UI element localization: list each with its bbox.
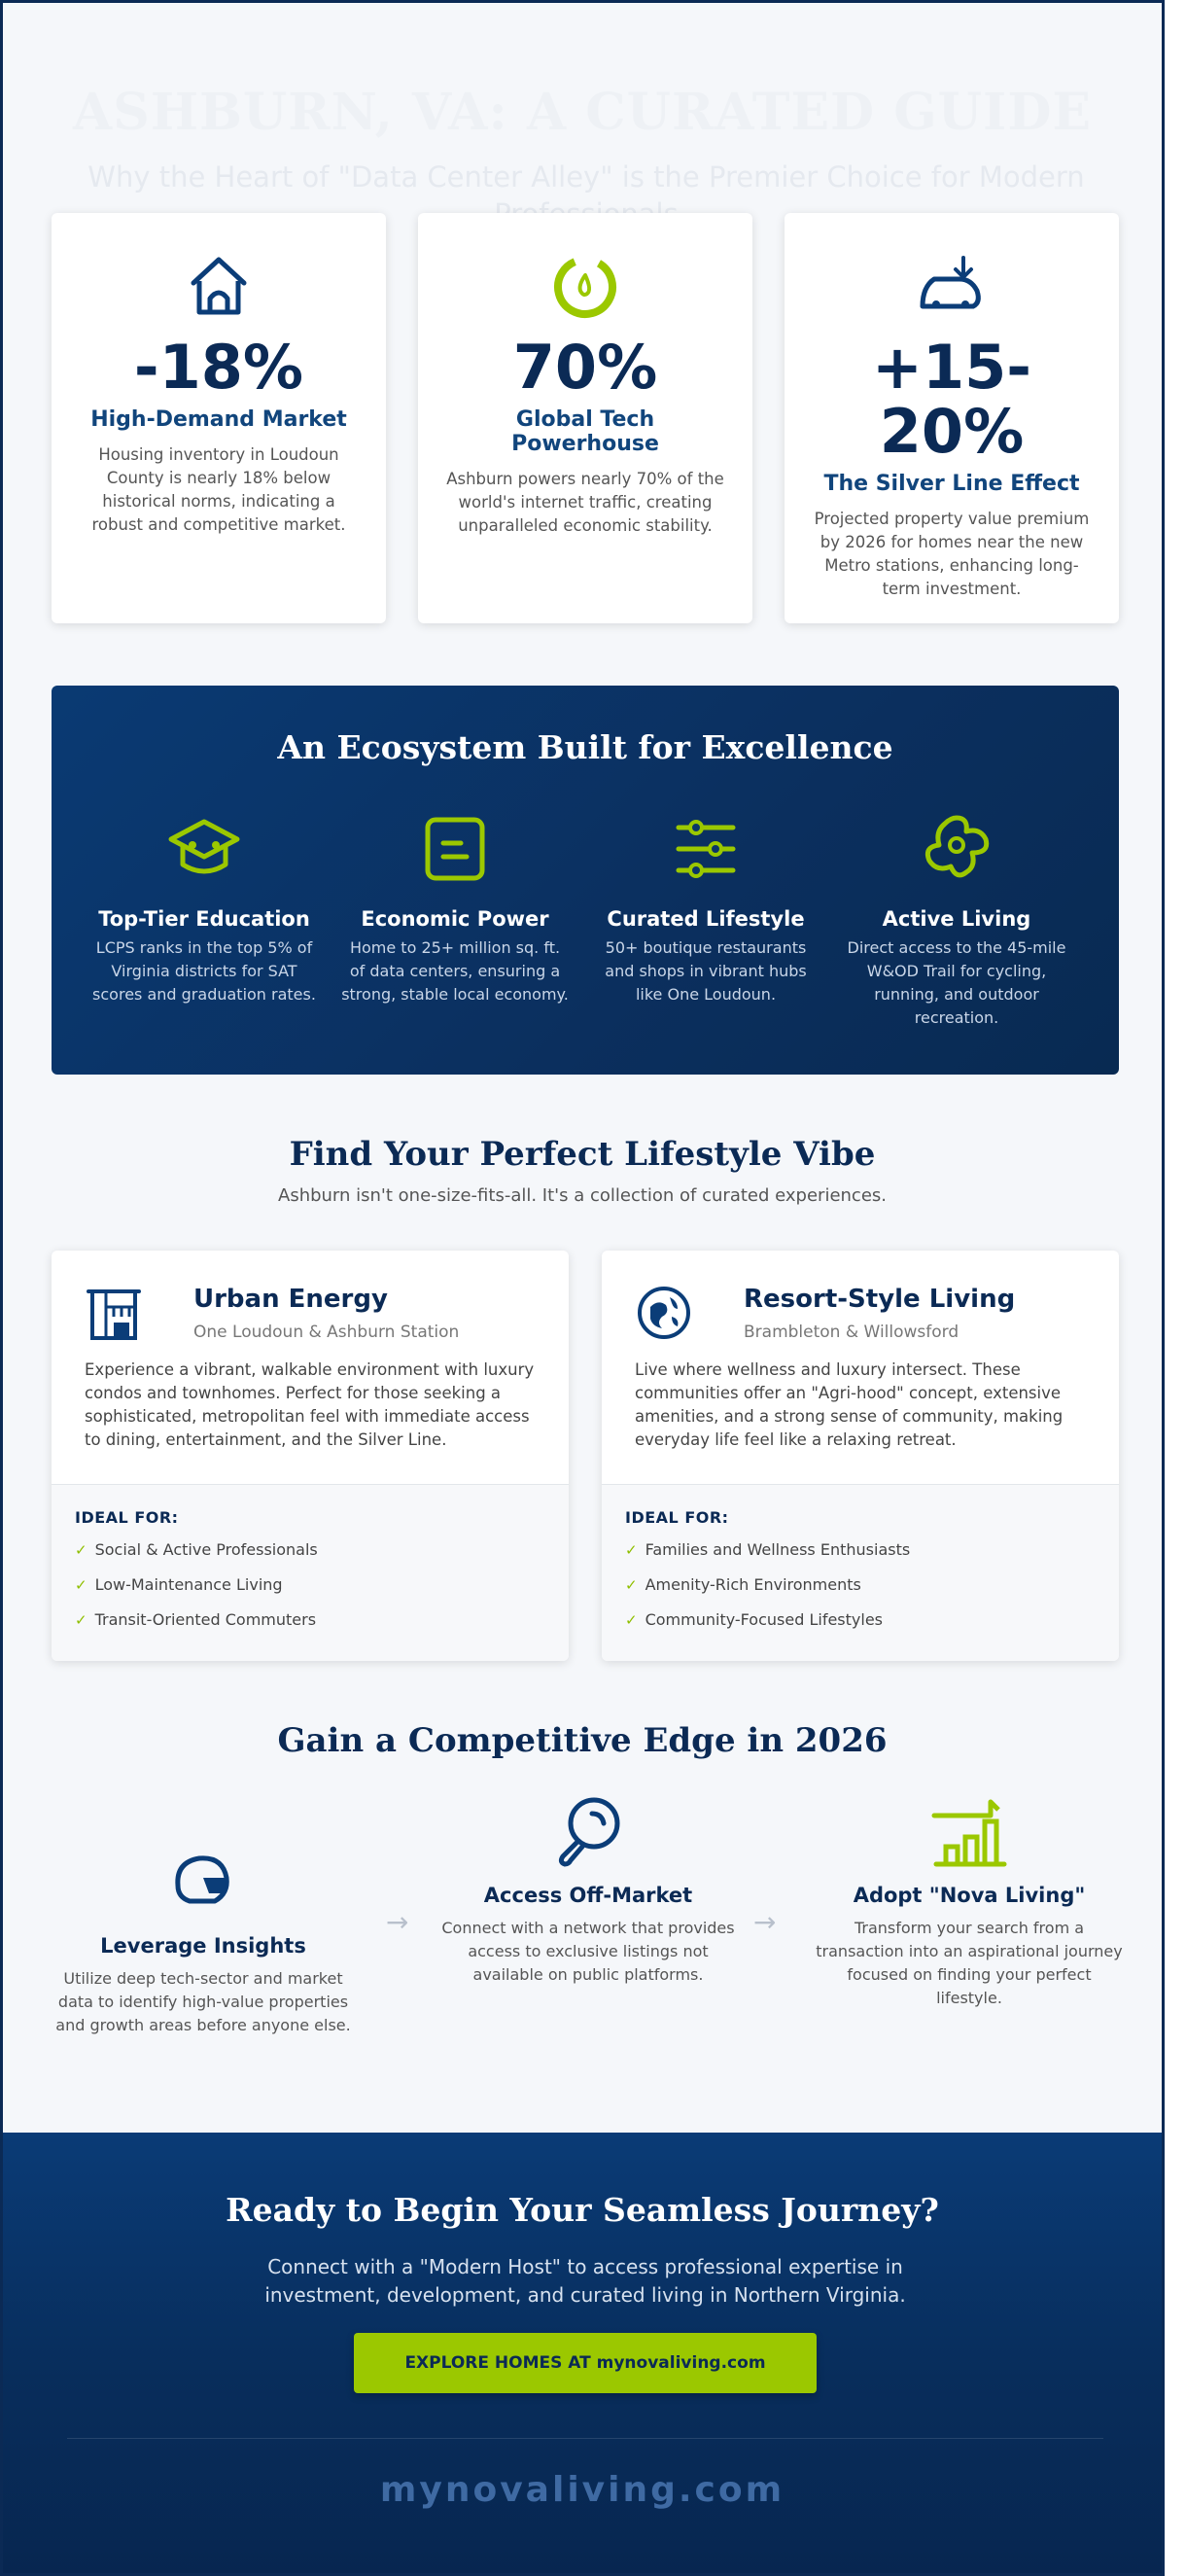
ideal-for-text: Amenity-Rich Environments (645, 1575, 861, 1594)
competitive-step-off-market (433, 1792, 744, 1987)
ideal-for-panel (602, 1484, 1119, 1661)
stat-text: Projected property value premium by 2026 for homes near the new Metro stations, enhancing long-term investment. (814, 510, 1090, 598)
ecosystem-title: An Ecosystem Built for Excellence (277, 728, 893, 766)
lifestyle-card-name: Urban Energy (193, 1285, 388, 1314)
trail-icon (918, 810, 995, 888)
stat-text: Ashburn powers nearly 70% of the world's internet traffic, creating unparalleled economic stability. (446, 470, 724, 535)
ecosystem-item-text: LCPS ranks in the top 5% of Virginia districts for SAT scores and graduation rates. (92, 938, 316, 1004)
lifestyle-card-place: One Loudoun & Ashburn Station (193, 1323, 460, 1342)
check-icon: ✓ (75, 1576, 87, 1594)
document-icon (416, 810, 494, 888)
ideal-for-title: IDEAL FOR: (75, 1508, 179, 1527)
arrow-right-icon: → (386, 1906, 409, 1938)
ideal-for-text: Community-Focused Lifestyles (645, 1610, 883, 1629)
ecosystem-section (52, 686, 1119, 1075)
lifestyle-card-description: Live where wellness and luxury intersect. These communities offer an "Agri-hood" concept, extensive amenities, and a strong sense of community, making everyday life feel like a relaxing retreat. (635, 1360, 1064, 1449)
ideal-for-item (75, 1568, 545, 1603)
ecosystem-item-name: Economic Power (361, 907, 549, 931)
stat-value: +15-20% (872, 332, 1031, 467)
competitive-step-text: Connect with a network that provides access to exclusive listings not available on public platforms. (441, 1919, 735, 1984)
ecosystem-item-economic (341, 810, 569, 1006)
explore-homes-button[interactable]: EXPLORE HOMES AT mynovaliving.com (354, 2333, 817, 2393)
competitive-step-name: Leverage Insights (100, 1934, 306, 1958)
globe-resort-icon (635, 1284, 693, 1342)
stat-label: Global Tech Powerhouse (511, 407, 659, 456)
ecosystem-item-name: Active Living (882, 907, 1031, 931)
stat-card-market (52, 213, 386, 623)
competitive-step-insights (48, 1843, 359, 2037)
lifestyle-card-name: Resort-Style Living (744, 1285, 1016, 1314)
lifestyle-card-description: Experience a vibrant, walkable environment with luxury condos and townhomes. Perfect for those seeking a sophisticated, metropolitan feel with immediate access to dining, entertainment, and the Silver Line. (85, 1360, 535, 1449)
power-ring-icon (546, 248, 624, 326)
ideal-for-item (625, 1603, 1096, 1638)
stat-label: The Silver Line Effect (823, 472, 1080, 496)
footer-domain-link[interactable]: mynovaliving.com (379, 2470, 785, 2510)
key-search-icon (549, 1792, 627, 1870)
stat-value: -18% (133, 332, 304, 403)
stat-card-tech (418, 213, 752, 623)
insight-head-icon (164, 1843, 242, 1921)
ecosystem-item-active (843, 810, 1070, 1030)
lifestyle-card-header (635, 1282, 1092, 1350)
competitive-step-name: Adopt "Nova Living" (853, 1884, 1086, 1907)
competitive-step-text: Utilize deep tech-sector and market data to identify high-value properties and growth areas before anyone else. (55, 1969, 351, 2034)
cta-title: Ready to Begin Your Seamless Journey? (226, 2191, 939, 2229)
graduation-cap-icon (165, 810, 243, 888)
ideal-for-item (625, 1568, 1096, 1603)
competitive-title: Gain a Competitive Edge in 2026 (277, 1721, 888, 1760)
stats-row (52, 213, 1119, 623)
page (3, 3, 1162, 2573)
ideal-for-panel (52, 1484, 569, 1661)
ideal-for-text: Families and Wellness Enthusiasts (645, 1540, 911, 1559)
check-icon: ✓ (625, 1576, 638, 1594)
ecosystem-item-text: 50+ boutique restaurants and shops in vibrant hubs like One Loudoun. (605, 938, 807, 1004)
ecosystem-item-text: Direct access to the 45-mile W&OD Trail for cycling, running, and outdoor recreation. (847, 938, 1066, 1027)
competitive-step-nova-living (814, 1792, 1125, 2010)
competitive-step-text: Transform your search from a transaction into an aspirational journey focused on finding your perfect lifestyle. (816, 1919, 1123, 2007)
ecosystem-item-education (90, 810, 318, 1006)
ideal-for-text: Social & Active Professionals (94, 1540, 318, 1559)
cta-section (3, 2133, 1162, 2576)
metro-train-icon (913, 248, 991, 326)
city-building-icon (85, 1284, 143, 1342)
hero-title: ASHBURN, VA: A CURATED GUIDE (72, 83, 1093, 142)
ideal-for-title: IDEAL FOR: (625, 1508, 729, 1527)
ideal-for-text: Transit-Oriented Commuters (94, 1610, 317, 1629)
lifestyle-card-urban (52, 1251, 569, 1661)
lifestyle-card-resort (602, 1251, 1119, 1661)
ecosystem-item-name: Top-Tier Education (98, 907, 310, 931)
ecosystem-item-lifestyle (592, 810, 820, 1006)
ideal-for-item (75, 1603, 545, 1638)
ideal-for-item (75, 1533, 545, 1568)
lifestyle-subtitle: Ashburn isn't one-size-fits-all. It's a collection of curated experiences. (278, 1185, 887, 1206)
growth-chart-icon (930, 1792, 1008, 1870)
divider (67, 2438, 1103, 2439)
arrow-right-icon: → (753, 1906, 777, 1938)
check-icon: ✓ (625, 1541, 638, 1559)
stat-text: Housing inventory in Loudoun County is nearly 18% below historical norms, indicating a robust and competitive market. (91, 445, 346, 534)
lifestyle-card-header (85, 1282, 541, 1350)
stat-card-silver-line (785, 213, 1119, 623)
stat-value: 70% (512, 332, 658, 403)
ideal-for-item (625, 1533, 1096, 1568)
cta-text: Connect with a "Modern Host" to access professional expertise in investment, development, and curated living in Northern Virginia. (264, 2255, 906, 2307)
sliders-icon (667, 810, 745, 888)
ecosystem-item-text: Home to 25+ million sq. ft. of data centers, ensuring a strong, stable local economy. (341, 938, 569, 1004)
check-icon: ✓ (75, 1611, 87, 1629)
hero (3, 3, 1162, 227)
lifestyle-card-place: Brambleton & Willowsford (744, 1323, 959, 1342)
hero-subtitle: Why the Heart of "Data Center Alley" is the Premier Choice for Modern (87, 160, 1085, 194)
check-icon: ✓ (75, 1541, 87, 1559)
house-icon (180, 248, 258, 326)
check-icon: ✓ (625, 1611, 638, 1629)
ecosystem-item-name: Curated Lifestyle (607, 907, 805, 931)
ideal-for-text: Low-Maintenance Living (94, 1575, 283, 1594)
stat-label: High-Demand Market (90, 407, 347, 432)
competitive-step-name: Access Off-Market (483, 1884, 693, 1907)
lifestyle-title: Find Your Perfect Lifestyle Vibe (289, 1135, 876, 1174)
